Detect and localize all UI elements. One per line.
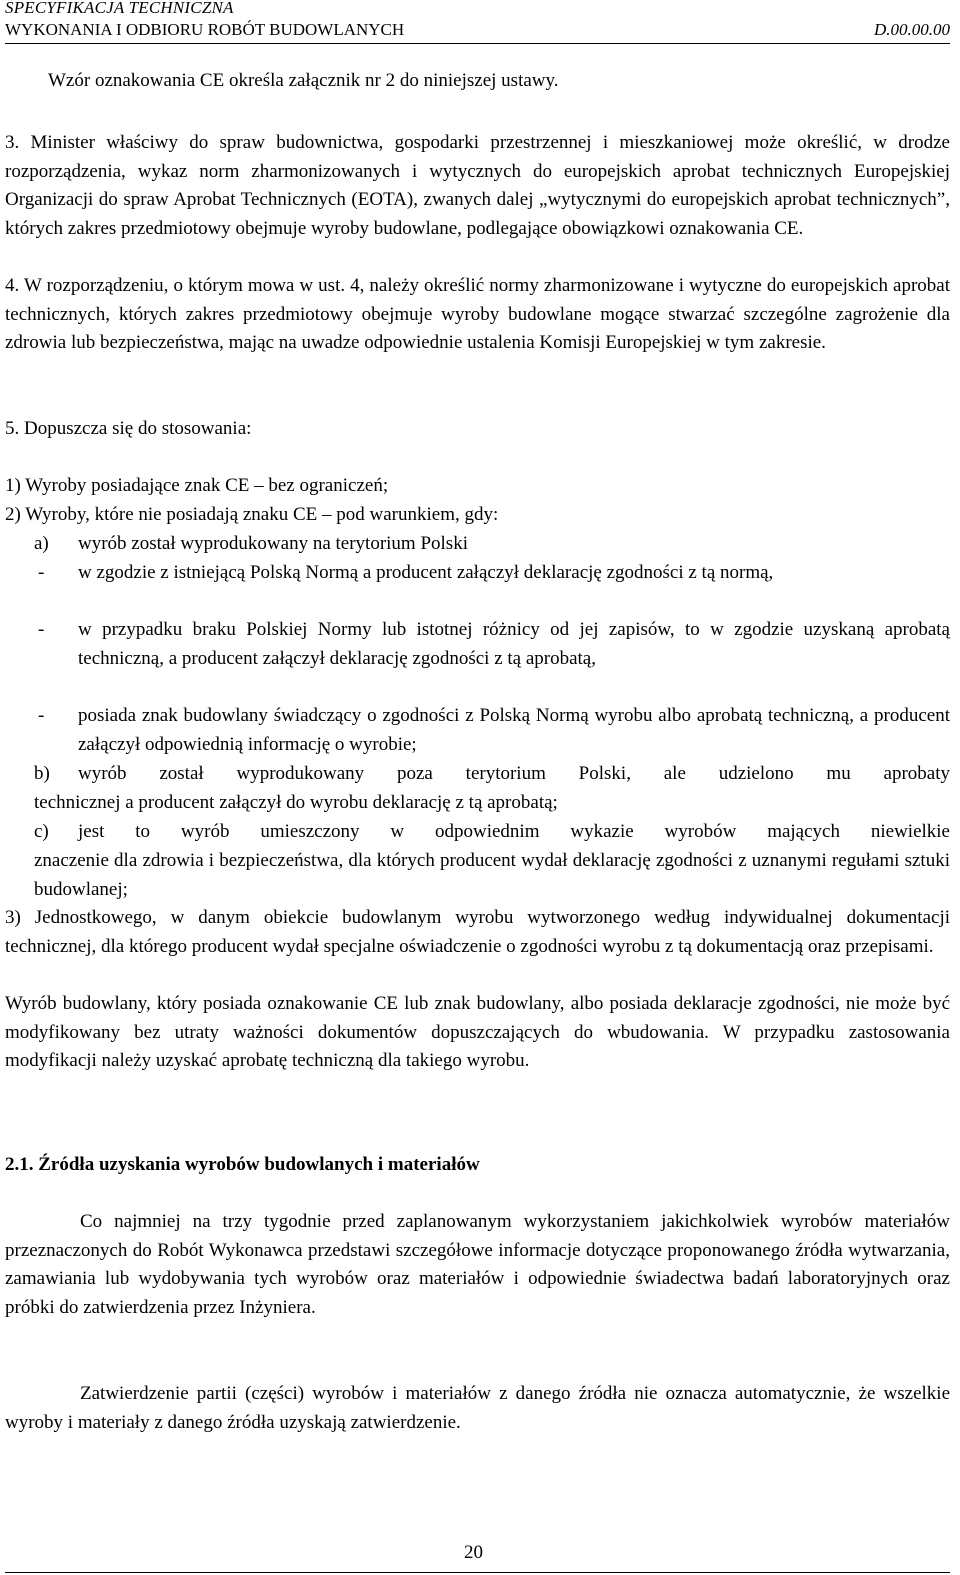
sub-item-a-marker: a) (34, 533, 49, 554)
sub-item-c-marker: c) (34, 821, 49, 842)
header-code: D.00.00.00 (873, 20, 950, 39)
ce-note: Wzór oznakowania CE określa załącznik nr 2 do niniejszej ustawy. (48, 70, 559, 91)
section-heading: 2.1. Źródła uzyskania wyrobów budowlanych i materiałów (5, 1154, 480, 1175)
dash-marker: - (38, 562, 45, 583)
sub-item-c-line-1: jest to wyrób umieszczony w odpowiednim wykazie wyrobów mających niewielkie (78, 821, 950, 842)
dash-item-2 (38, 616, 950, 673)
sub-item-a (34, 530, 950, 559)
page-number: 20 (464, 1542, 483, 1563)
sub-item-c (34, 818, 950, 847)
closing-paragraph: Wyrób budowlany, który posiada oznakowanie CE lub znak budowlany, albo posiada deklaracje zgodności, nie może być modyfikowany bez utraty ważności dokumentów dopuszczających do wbudowania. W przypadku zastosowania modyfikacji należy uzyskać aprobatę techniczną dla takiego wyrobu. (5, 993, 950, 1072)
footer-divider (5, 1572, 950, 1573)
sub-item-b-marker: b) (34, 763, 50, 784)
header-title: SPECYFIKACJA TECHNICZNA (5, 0, 234, 17)
dash-item-1-text: w zgodzie z istniejącą Polską Normą a producent załączył deklarację zgodności z tą normą, (78, 562, 774, 583)
paragraph-5: 5. Dopuszcza się do stosowania: (5, 418, 252, 439)
header-subtitle-text: WYKONANIA I ODBIORU ROBÓT BUDOWLANYCH (5, 20, 405, 39)
dash-item-3-text: posiada znak budowlany świadczący o zgodności z Polską Normą wyrobu albo aprobatą techniczną, a producent załączył odpowiednią informację o wyrobie; (78, 705, 950, 755)
list-item-3: 3) Jednostkowego, w danym obiekcie budowlanym wyrobu wytworzonego według indywidualnej dokumentacji technicznej, dla którego producent wydał specjalne oświadczenie o zgodności wyrobu z tą dokumentacją oraz przepisami. (5, 907, 950, 957)
sub-item-b-line-1: wyrób został wyprodukowany poza terytorium Polski, ale udzielono mu aprobaty (78, 763, 950, 784)
paragraph-3: 3. Minister właściwy do spraw budownictwa, gospodarki przestrzennej i mieszkaniowej może określić, w drodze rozporządzenia, wykaz norm zharmonizowanych i wytycznych do europejskich aprobat technicznych Europejskiej Organizacji do spraw Aprobat Technicznych (EOTA), zwanych dalej „wytycznymi do europejskich aprobat technicznych”, których zakres przedmiotowy obejmuje wyroby budowlane, podlegające obowiązkowi oznakowania CE. (5, 132, 950, 239)
header-divider (5, 43, 950, 44)
sub-item-a-text: wyrób został wyprodukowany na terytorium Polski (78, 533, 468, 554)
paragraph-4: 4. W rozporządzeniu, o którym mowa w ust. 4, należy określić normy zharmonizowane i wytyczne do europejskich aprobat technicznych, których zakres przedmiotowy obejmuje wyroby budowlane mogące stwarzać szczególne zagrożenie dla zdrowia lub bezpieczeństwa, mając na uwadze odpowiednie ustalenia Komisji Europejskiej w tym zakresie. (5, 275, 950, 354)
list-item-1: 1) Wyroby posiadające znak CE – bez ograniczeń; (5, 475, 389, 496)
section-paragraph-2: Zatwierdzenie partii (części) wyrobów i materiałów z danego źródła nie oznacza automatycznie, że wszelkie wyroby i materiały z danego źródła uzyskają zatwierdzenie. (5, 1383, 950, 1433)
sub-item-c-line-2: znaczenie dla zdrowia i bezpieczeństwa, dla których producent wydał deklarację zgodności z uznanymi regułami sztuki budowlanej; (34, 850, 950, 900)
dash-item-2-text: w przypadku braku Polskiej Normy lub istotnej różnicy od jej zapisów, to w zgodzie uzyskaną aprobatą techniczną, a producent załączył deklarację zgodności z tą aprobatą, (78, 619, 950, 669)
section-paragraph-1: Co najmniej na trzy tygodnie przed zaplanowanym wykorzystaniem jakichkolwiek wyrobów materiałów przeznaczonych do Robót Wykonawca przedstawi szczegółowe informacje dotyczące proponowanego źródła wytwarzania, zamawiania lub wydobywania tych wyrobów oraz materiałów i odpowiednie świadectwa badań laboratoryjnych oraz próbki do zatwierdzenia przez Inżyniera. (5, 1211, 950, 1318)
sub-item-b-line-2: technicznej a producent załączył do wyrobu deklarację z tą aprobatą; (34, 792, 558, 813)
dash-item-1 (38, 559, 950, 588)
header-subtitle (5, 20, 950, 40)
dash-marker: - (38, 705, 45, 726)
dash-item-3 (38, 702, 950, 759)
dash-marker: - (38, 619, 45, 640)
sub-item-b (34, 760, 950, 789)
list-item-2: 2) Wyroby, które nie posiadają znaku CE – pod warunkiem, gdy: (5, 504, 499, 525)
